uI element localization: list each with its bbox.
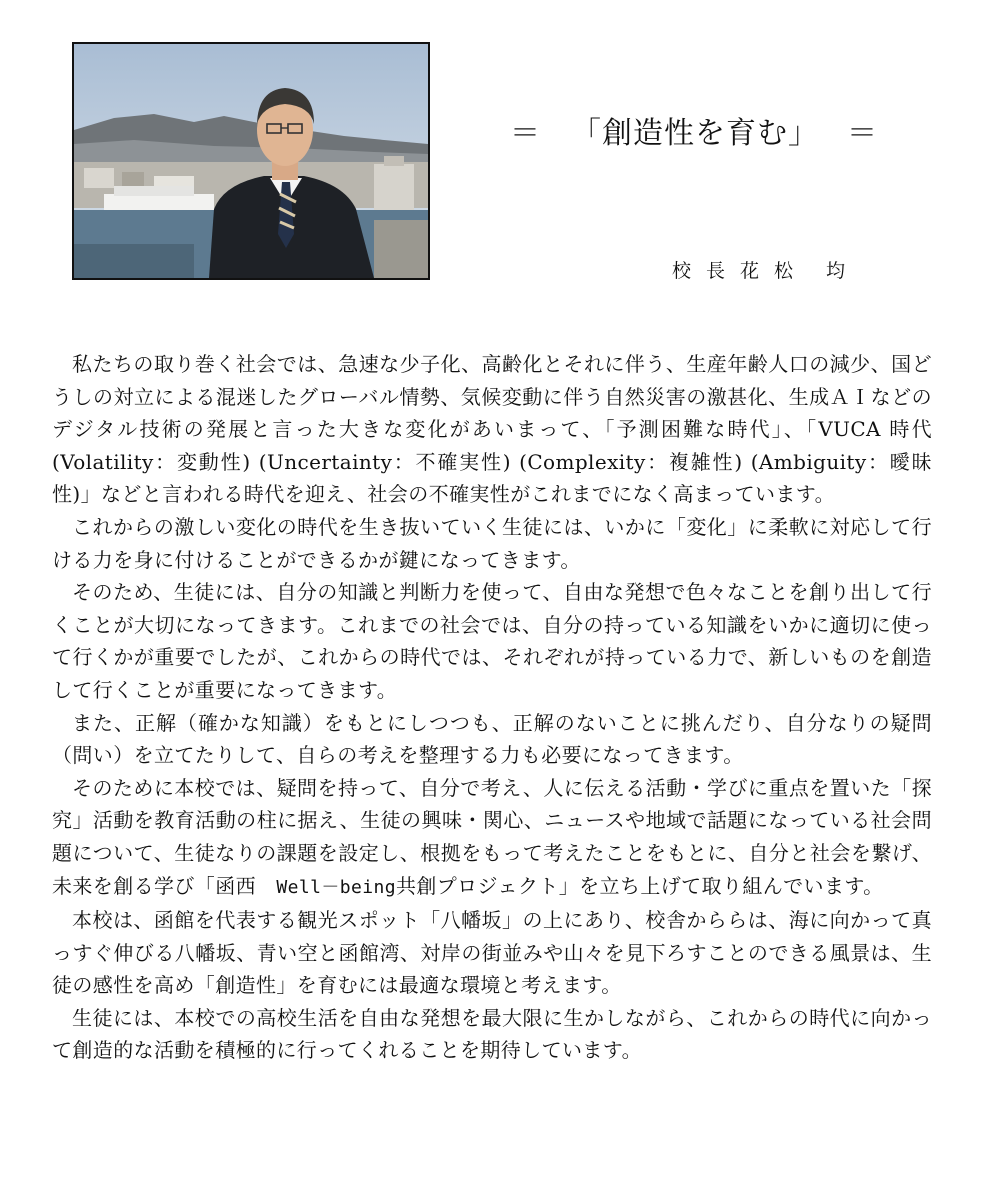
paragraph-5 <box>52 772 932 904</box>
author-line <box>672 256 860 283</box>
author-role: 校長 <box>672 260 741 282</box>
page-title <box>470 108 930 152</box>
paragraph-4: また、正解（確かな知識）をもとにしつつも、正解のないことに挑んだり、自分なりの疑問（問い）を立てたりして、自らの考えを整理する力も必要になってきます。 <box>52 710 932 768</box>
title-equals-right: ＝ <box>847 116 878 151</box>
principal-portrait-image <box>74 44 428 278</box>
author-family-name: 花松 <box>740 260 809 282</box>
author-given-name: 均 <box>826 260 861 282</box>
paragraph-3: そのため、生徒には、自分の知識と判断力を使って、自由な発想で色々なことを創り出して行くことが大切になってきます。これまでの社会では、自分の持っている知識をいかに適切に使って行くかが重要でしたが、これからの時代では、それぞれが持っている力で、新しいものを創造して行くことが重要になってきます。 <box>52 580 932 702</box>
paragraph-5-text-after: 共創プロジェクト」を立ち上げて取り組んでいます。 <box>395 873 884 898</box>
message-body <box>52 348 932 1067</box>
paragraph-5-text-before: そのために本校では、疑問を持って、自分で考え、人に伝える活動・学びに重点を置いた「探究」活動を教育活動の柱に据え、生徒の興味・関心、ニュースや地域で話題になっている社会問題について、生徒なりの課題を設定し、根拠をもって考えたことをもとに、自分と社会を繋げ、未来を創る学び「函西 <box>52 775 932 898</box>
title-text: 「創造性を育む」 <box>571 116 819 151</box>
principal-photo <box>72 42 430 280</box>
paragraph-6: 本校は、函館を代表する観光スポット「八幡坂」の上にあり、校舎かららは、海に向かって真っすぐ伸びる八幡坂、青い空と函館湾、対岸の街並みや山々を見下ろすことのできる風景は、生徒の感性を高め「創造性」を育むには最適な環境と考えます。 <box>52 908 932 998</box>
paragraph-2: これからの激しい変化の時代を生き抜いていく生徒には、いかに「変化」に柔軟に対応して行ける力を身に付けることができるかが鍵になってきます。 <box>52 514 932 572</box>
paragraph-1: 私たちの取り巻く社会では、急速な少子化、高齢化とそれに伴う、生産年齢人口の減少、国どうしの対立による混迷したグローバル情勢、気候変動に伴う自然災害の激甚化、生成ＡＩなどのデジタル技術の発展と言った大きな変化があいまって、「予測困難な時代」、「VUCA 時代 (Volatility：変動性) (Uncertainty：不確実性) (Complexity：複雑性) (Ambiguity：曖昧性)」などと言われる時代を迎え、社会の不確実性がこれまでになく高まっています。 <box>52 352 932 507</box>
paragraph-7: 生徒には、本校での高校生活を自由な発想を最大限に生かしながら、これからの時代に向かって創造的な活動を積極的に行ってくれることを期待しています。 <box>52 1005 932 1063</box>
title-equals-left: ＝ <box>510 116 541 151</box>
project-latin-name: Well－being <box>276 876 396 898</box>
